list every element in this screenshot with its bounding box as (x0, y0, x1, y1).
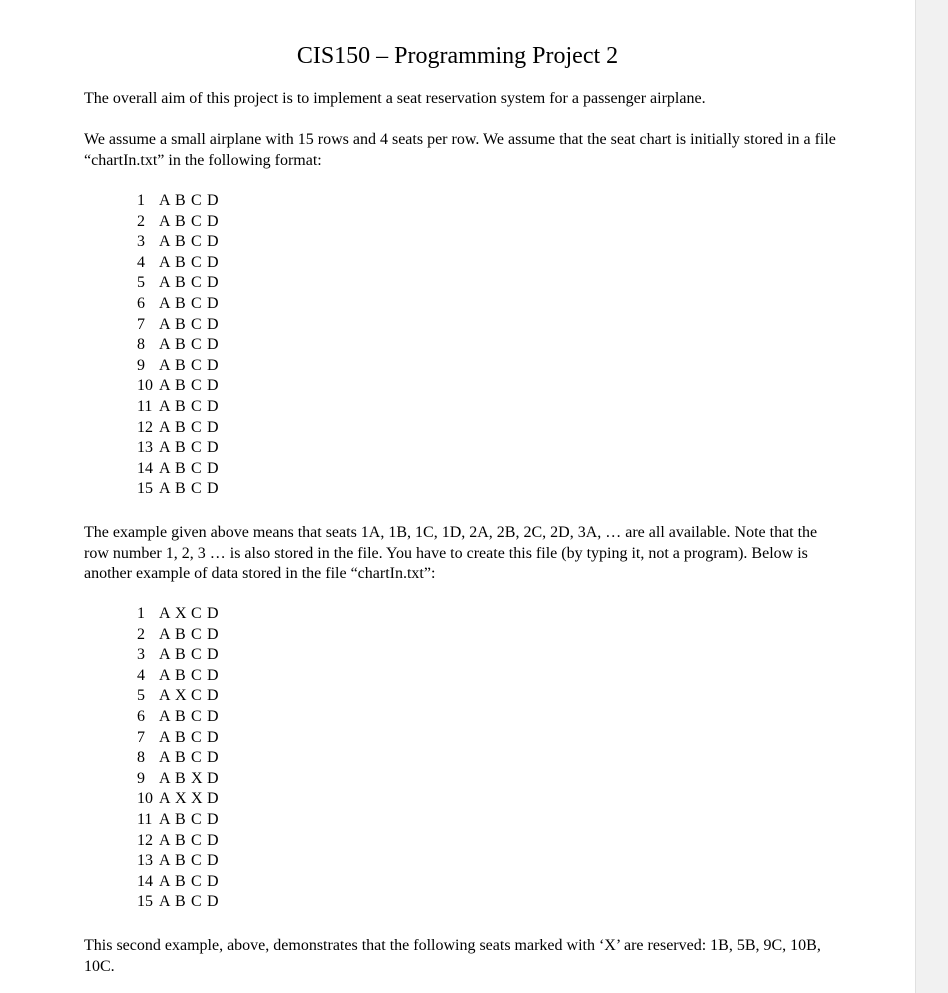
seat-letter: C (191, 459, 202, 477)
seat-letter: D (207, 459, 219, 477)
seat-letter: C (191, 212, 202, 230)
seat-letter: B (175, 728, 186, 746)
seat-chart-row (137, 728, 223, 749)
seat-letter: X (175, 687, 187, 705)
seat-letter: C (191, 480, 202, 498)
seat-letter: C (191, 377, 202, 395)
seat-letter: C (191, 852, 202, 870)
seat-chart-row (137, 212, 223, 233)
seat-letter: A (159, 646, 171, 664)
seat-letter: B (175, 893, 186, 911)
row-number: 10 (137, 790, 153, 808)
seat-letter: D (207, 831, 219, 849)
seat-letter: C (191, 605, 202, 622)
seat-letter: B (175, 646, 186, 664)
seat-letter: D (207, 893, 219, 911)
seat-letter: D (207, 872, 219, 890)
seat-letter: C (191, 625, 202, 643)
row-number: 11 (137, 810, 153, 828)
seat-letter: D (207, 625, 219, 643)
seat-letter: A (159, 893, 171, 911)
intro-paragraph: The overall aim of this project is to implement a seat reservation system for a passenger airplane. (84, 90, 706, 107)
seat-chart-row (137, 335, 223, 356)
seat-chart-row (137, 831, 223, 852)
seat-letter: C (191, 336, 202, 354)
row-number: 2 (137, 212, 145, 230)
seat-letter: B (175, 707, 186, 725)
seat-letter: C (191, 893, 202, 911)
seat-letter: A (159, 749, 171, 767)
seat-chart-row (137, 851, 223, 872)
seat-letter: B (175, 315, 186, 333)
seat-letter: C (191, 192, 202, 209)
row-number: 3 (137, 233, 145, 251)
seat-letter: B (175, 274, 186, 292)
seat-chart-row (137, 686, 223, 707)
row-number: 10 (137, 377, 153, 395)
seat-letter: A (159, 274, 171, 292)
seat-letter: A (159, 336, 171, 354)
row-number: 14 (137, 872, 153, 890)
seat-letter: A (159, 687, 171, 705)
seat-chart-row (137, 356, 223, 377)
seat-letter: B (175, 253, 186, 271)
seat-letter: D (207, 646, 219, 664)
seat-letter: B (175, 439, 186, 457)
row-number: 13 (137, 439, 153, 457)
seat-letter: B (175, 852, 186, 870)
seat-chart-row (137, 625, 223, 646)
seat-letter: D (207, 294, 219, 312)
seat-letter: A (159, 294, 171, 312)
assumption-paragraph: We assume a small airplane with 15 rows and 4 seats per row. We assume that the seat chart is initially stored in a file “chartIn.txt” in the following format: (84, 131, 836, 169)
seat-letter: C (191, 810, 202, 828)
seat-letter: D (207, 480, 219, 498)
seat-letter: C (191, 728, 202, 746)
seat-letter: A (159, 810, 171, 828)
row-number: 9 (137, 769, 145, 787)
seat-letter: D (207, 728, 219, 746)
seat-letter: B (175, 377, 186, 395)
seat-letter: D (207, 810, 219, 828)
row-number: 1 (137, 605, 145, 622)
seat-chart-row (137, 810, 223, 831)
seat-letter: B (175, 810, 186, 828)
seat-chart-row (137, 315, 223, 336)
seat-chart-row (137, 376, 223, 397)
seat-letter: B (175, 872, 186, 890)
seat-letter: D (207, 439, 219, 457)
seat-letter: D (207, 253, 219, 271)
seat-letter: D (207, 233, 219, 251)
seat-letter: C (191, 253, 202, 271)
seat-letter: A (159, 356, 171, 374)
seat-letter: C (191, 356, 202, 374)
seat-letter: A (159, 233, 171, 251)
seat-chart-row (137, 273, 223, 294)
row-number: 3 (137, 646, 145, 664)
seat-letter: D (207, 192, 219, 209)
seat-chart-reserved-example (137, 604, 223, 913)
seat-letter: C (191, 233, 202, 251)
seat-letter: D (207, 336, 219, 354)
seat-chart-row (137, 191, 223, 212)
seat-letter: B (175, 212, 186, 230)
seat-chart-row (137, 479, 223, 500)
seat-letter: A (159, 666, 171, 684)
seat-letter: C (191, 749, 202, 767)
reserved-seats-paragraph: This second example, above, demonstrates that the following seats marked with ‘X’ are reserved: 1B, 5B, 9C, 10B, 10C. (84, 937, 821, 975)
seat-chart-row (137, 294, 223, 315)
seat-letter: B (175, 356, 186, 374)
seat-letter: C (191, 872, 202, 890)
seat-letter: B (175, 192, 186, 209)
seat-letter: A (159, 315, 171, 333)
seat-chart-row (137, 769, 223, 790)
seat-chart-row (137, 438, 223, 459)
seat-letter: A (159, 459, 171, 477)
seat-letter: A (159, 212, 171, 230)
seat-letter: A (159, 439, 171, 457)
seat-letter: B (175, 418, 186, 436)
seat-chart-row (137, 418, 223, 439)
seat-letter: X (191, 769, 203, 787)
seat-letter: D (207, 769, 219, 787)
row-number: 8 (137, 336, 145, 354)
row-number: 4 (137, 666, 145, 684)
seat-letter: A (159, 377, 171, 395)
seat-chart-row (137, 253, 223, 274)
seat-letter: D (207, 397, 219, 415)
row-number: 5 (137, 274, 145, 292)
scrollbar-gutter[interactable] (915, 0, 948, 993)
seat-letter: A (159, 790, 171, 808)
seat-letter: A (159, 707, 171, 725)
seat-letter: X (191, 790, 203, 808)
seat-letter: C (191, 397, 202, 415)
row-number: 12 (137, 418, 153, 436)
seat-letter: A (159, 192, 171, 209)
seat-letter: C (191, 294, 202, 312)
seat-letter: A (159, 625, 171, 643)
seat-letter: C (191, 439, 202, 457)
seat-chart-row (137, 645, 223, 666)
seat-letter: A (159, 418, 171, 436)
seat-letter: C (191, 274, 202, 292)
seat-chart-row (137, 789, 223, 810)
row-number: 6 (137, 707, 145, 725)
seat-letter: D (207, 377, 219, 395)
row-number: 7 (137, 315, 145, 333)
seat-letter: B (175, 233, 186, 251)
seat-letter: B (175, 480, 186, 498)
seat-letter: D (207, 356, 219, 374)
row-number: 4 (137, 253, 145, 271)
seat-letter: A (159, 397, 171, 415)
seat-letter: B (175, 294, 186, 312)
row-number: 1 (137, 192, 145, 209)
seat-letter: A (159, 831, 171, 849)
seat-chart-row (137, 666, 223, 687)
seat-letter: D (207, 790, 219, 808)
row-number: 15 (137, 893, 153, 911)
row-number: 12 (137, 831, 153, 849)
seat-letter: X (175, 790, 187, 808)
seat-letter: D (207, 315, 219, 333)
seat-letter: D (207, 707, 219, 725)
seat-chart-row (137, 707, 223, 728)
seat-letter: D (207, 666, 219, 684)
page-title: CIS150 – Programming Project 2 (296, 43, 619, 69)
explanation-paragraph: The example given above means that seats 1A, 1B, 1C, 1D, 2A, 2B, 2C, 2D, 3A, … are all available. Note that the row number 1, 2, 3 … is also stored in the file. You have to create this file (by typing it, not a program). Below is another example of data stored in the file “chartIn.txt”: (84, 524, 818, 582)
seat-letter: B (175, 336, 186, 354)
seat-letter: D (207, 605, 219, 622)
seat-letter: B (175, 459, 186, 477)
row-number: 11 (137, 397, 153, 415)
seat-letter: X (175, 605, 187, 622)
seat-letter: A (159, 605, 171, 622)
seat-chart-row (137, 232, 223, 253)
seat-chart-row (137, 604, 223, 625)
seat-letter: D (207, 749, 219, 767)
seat-letter: C (191, 687, 202, 705)
seat-letter: A (159, 769, 171, 787)
row-number: 6 (137, 294, 145, 312)
seat-letter: B (175, 397, 186, 415)
seat-letter: C (191, 666, 202, 684)
seat-chart-row (137, 459, 223, 480)
seat-letter: B (175, 749, 186, 767)
seat-letter: C (191, 646, 202, 664)
seat-chart-row (137, 748, 223, 769)
seat-letter: C (191, 707, 202, 725)
seat-letter: B (175, 769, 186, 787)
row-number: 13 (137, 852, 153, 870)
row-number: 5 (137, 687, 145, 705)
row-number: 9 (137, 356, 145, 374)
seat-letter: C (191, 315, 202, 333)
row-number: 7 (137, 728, 145, 746)
seat-letter: C (191, 831, 202, 849)
row-number: 15 (137, 480, 153, 498)
seat-letter: D (207, 212, 219, 230)
seat-letter: B (175, 625, 186, 643)
seat-letter: D (207, 687, 219, 705)
seat-letter: D (207, 418, 219, 436)
row-number: 8 (137, 749, 145, 767)
seat-chart-row (137, 872, 223, 893)
row-number: 2 (137, 625, 145, 643)
seat-chart-row (137, 397, 223, 418)
row-number: 14 (137, 459, 153, 477)
seat-letter: B (175, 666, 186, 684)
seat-chart-initial (137, 191, 223, 500)
seat-letter: A (159, 253, 171, 271)
seat-chart-row (137, 892, 223, 913)
seat-letter: C (191, 418, 202, 436)
seat-letter: A (159, 728, 171, 746)
seat-letter: D (207, 852, 219, 870)
seat-letter: A (159, 852, 171, 870)
seat-letter: A (159, 872, 171, 890)
seat-letter: B (175, 831, 186, 849)
seat-letter: D (207, 274, 219, 292)
seat-letter: A (159, 480, 171, 498)
